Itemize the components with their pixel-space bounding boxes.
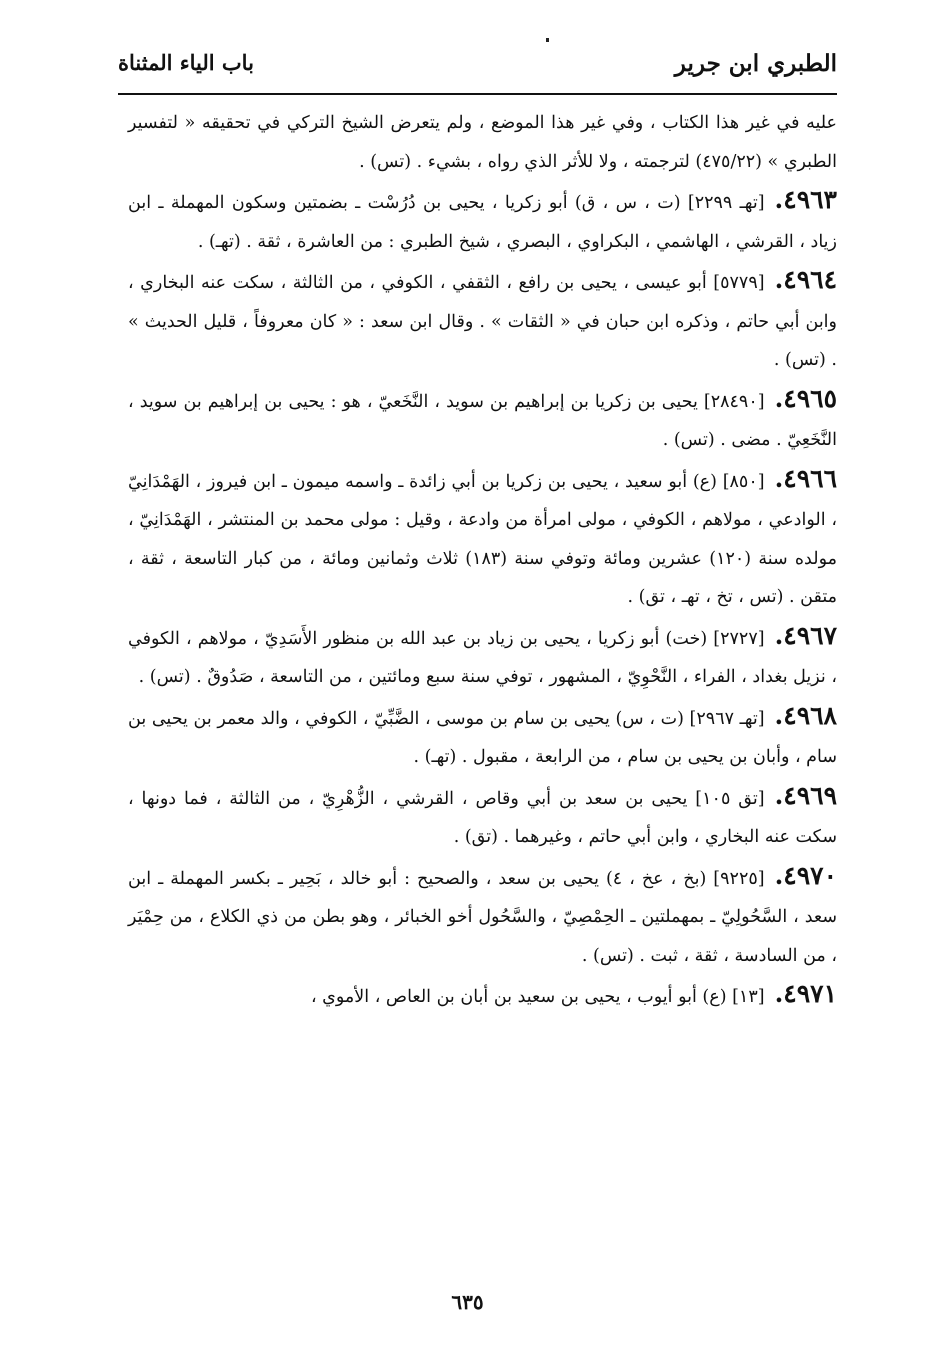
entry-4967 [128,617,837,697]
entry-text: [١٣] (ع) أبو أيوب ، يحيى بن سعيد بن أبان بن العاص ، الأموي ، [310,987,765,1007]
entry-text: [٨٥٠] (ع) أبو سعيد ، يحيى بن زكريا بن أبي زائدة ـ واسمه ميمون ـ ابن فيروز ، الهَمْدَانِيّ ، الوادعي ، مولاهم ، الكوفي ، مولى امرأة من وادعة ، وقيل : مولى محمد بن المنتشر ، الهَمْدَانِيّ ، مولده سنة (١٢٠) عشرين ومائة وتوفي سنة (١٨٣) ثلاث وثمانين ومائة ، من كبار التاسعة ، ثقة ، متقن . (تس ، تخ ، تهـ ، تق) . [128,471,837,607]
entry-text: [٢٧٢٧] (خت) أبو زكريا ، يحيى بن زياد بن عبد الله بن منظور الأَسَدِيّ ، مولاهم ، الكوفي ، نزيل بغداد ، الفراء ، النَّحْوِيّ ، المشهور ، توفي سنة سبع ومائتين ، من التاسعة ، صَدُوقٌ . (تس) . [128,628,837,687]
entry-4966 [128,460,837,617]
intro-paragraph: عليه في غير هذا الكتاب ، وفي غير هذا الموضع ، ولم يتعرض الشيخ التركي في تحقيقه « لتفسير الطبري » (٤٧٥/٢٢) لترجمته ، ولا للأثر الذي رواه ، بشيء . (تس) . [128,113,837,172]
entry-4970 [128,857,837,976]
page-number: ٦٣٥ [451,1290,484,1314]
entry-4963 [128,181,837,261]
entry-number: ٤٩٦٩. [774,780,837,810]
header-rule [118,93,837,95]
entry-4969 [128,777,837,857]
ink-speck [546,38,549,42]
entry-text: [٢٨٤٩٠] يحيى بن زكريا بن إبراهيم بن سويد ، النَّخَعيّ ، هو : يحيى بن إبراهيم بن سويد ، النَّخَعِيّ . مضى . (تس) . [128,391,837,450]
entry-number: ٤٩٦٨. [774,700,837,730]
entry-4965 [128,380,837,460]
entry-text: [٥٧٧٩] أبو عيسى ، يحيى بن رافع ، الثقفي ، الكوفي ، من الثالثة ، سكت عنه البخاري ، وابن أبي حاتم ، وذكره ابن حبان في « الثقات » . وقال ابن سعد : « كان معروفاً ، قليل الحديث » . (تس) . [128,273,837,370]
entry-4964 [128,261,837,380]
entry-text: [٩٢٢٥] (بخ ، عخ ، ٤) يحيى بن سعد ، والصحيح : أبو خالد ، بَحِير ـ بكسر المهملة ـ ابن سعد ، السَّحُولِيّ ـ بمهملتين ـ الحِمْصِيّ ، والسَّحُول أخو الخبائر ، وهو بطن من ذي الكلاع ، من حِمْيَر ، من السادسة ، ثقة ، ثبت . (تس) . [128,868,837,966]
entry-number: ٤٩٦٣. [774,185,837,214]
entry-text: [تهـ ٢٩٦٧] (ت ، س) يحيى بن سام بن موسى ، الضَّبِّيّ ، الكوفي ، والد معمر بن يحيى بن سام ، وأبان بن يحيى بن سام ، من الرابعة ، مقبول . (تهـ) . [128,708,837,767]
entry-text: [تهـ ٢٢٩٩] (ت ، س ، ق) أبو زكريا ، يحيى بن دُرُسْت ـ بضمتين وسكون المهملة ـ ابن زياد ، القرشي ، الهاشمي ، البكراوي ، البصري ، شيخ الطبري : من العاشرة ، ثقة . (تهـ) . [128,193,837,252]
entry-number: ٤٩٦٧. [774,620,837,650]
entry-text: [تق ١٠٥] يحيى بن سعد بن أبي وقاص ، القرشي ، الزُّهْرِيّ ، من الثالثة ، فما دونها ، سكت عنه البخاري ، وابن أبي حاتم ، وغيرهما . (تق) . [128,788,837,847]
entry-4968 [128,697,837,777]
entry-number: ٤٩٦٥. [774,383,837,413]
chapter-title: باب الياء المثناة [118,50,254,75]
entry-number: ٤٩٦٤. [774,265,837,294]
entry-number: ٤٩٧٠. [774,860,838,890]
entry-4971 [128,975,837,1017]
running-header [118,50,837,90]
entry-number: ٤٩٧١. [774,979,837,1008]
page-content [128,104,837,1017]
book-title: الطبري ابن جرير [674,50,837,77]
entry-number: ٤٩٦٦. [774,463,837,493]
